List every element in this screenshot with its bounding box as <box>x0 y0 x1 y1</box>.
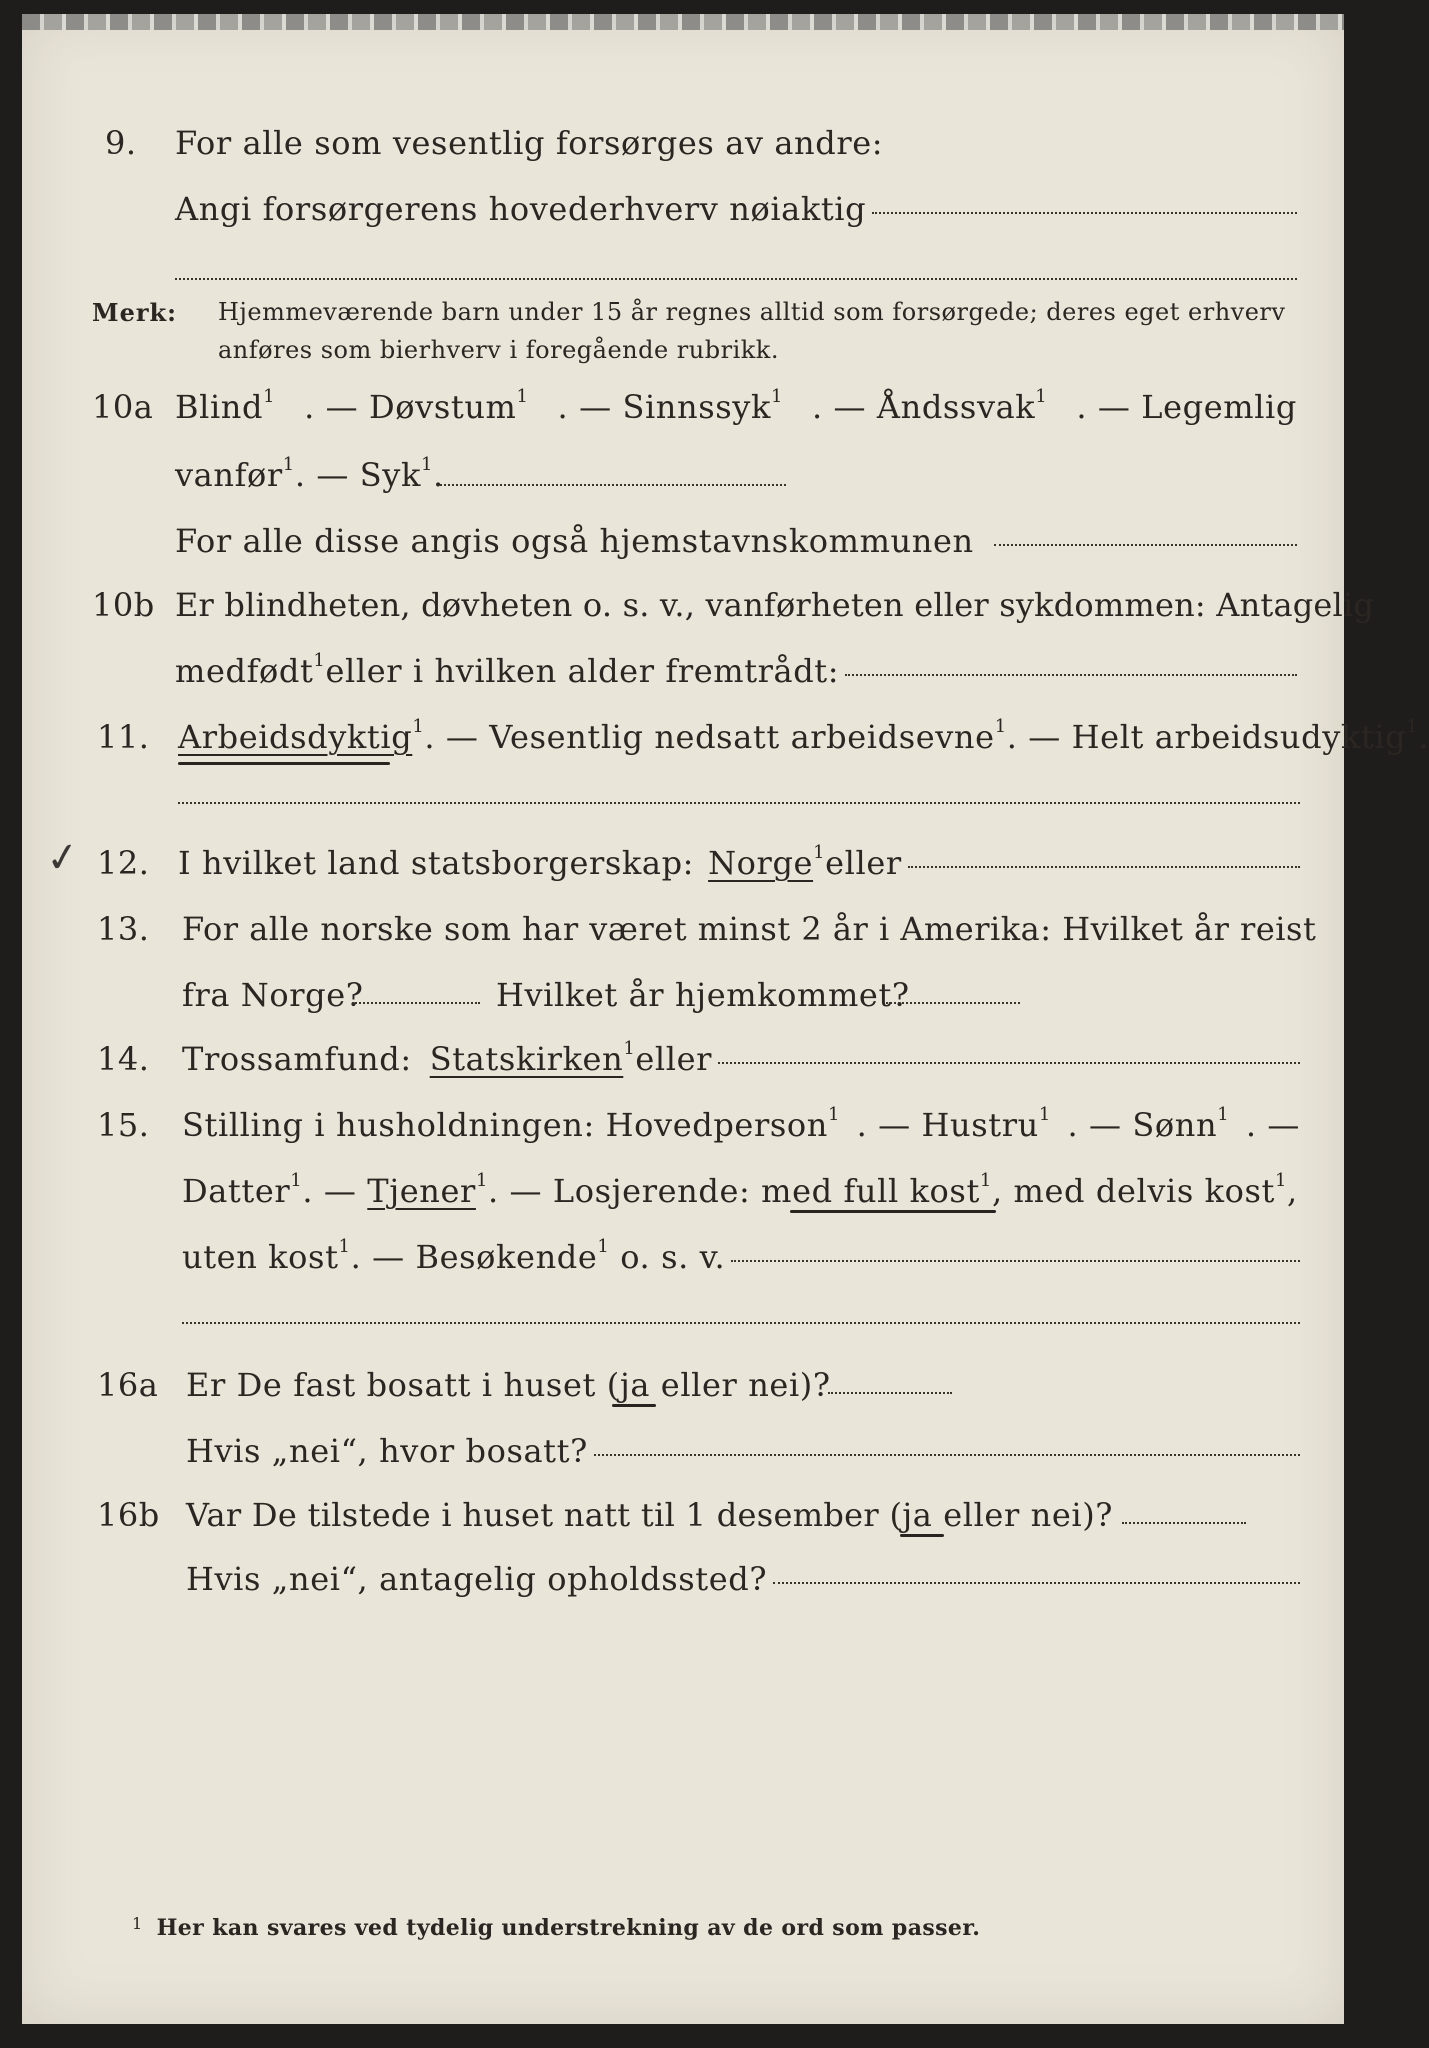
option-uten-kost[interactable]: uten kost$^1$ <box>182 1236 351 1276</box>
q16a-number: 16a <box>97 1366 159 1404</box>
footnote-marker: 1 <box>132 1914 143 1933</box>
q10b-line2: medfødt$^1$ eller i hvilken alder fremtrådt: <box>175 652 1297 690</box>
option-arbeidsdyktig[interactable]: Arbeidsdyktig$^1$ <box>178 716 425 756</box>
q15-line1: Stilling i husholdningen: Hovedperson$^1$ . — Hustru$^1$ . — Sønn$^1$ . — <box>182 1104 1300 1144</box>
q10b-age-field[interactable] <box>845 674 1297 676</box>
q14-number: 14. <box>97 1040 150 1078</box>
q12-country-field[interactable] <box>908 866 1300 868</box>
option-med-delvis-kost[interactable]: , med delvis kost$^1$, <box>991 1170 1298 1210</box>
option-legemlig[interactable]: . — Legemlig <box>1076 388 1297 426</box>
q11-number: 11. <box>97 718 150 756</box>
merk-line1: Hjemmeværende barn under 15 år regnes alltid som forsørgede; deres eget erhverv <box>218 298 1286 326</box>
q16a-line1: Er De fast bosatt i huset ( ja eller nei)? <box>186 1366 831 1404</box>
handwritten-check-mark: ✓ <box>42 832 83 884</box>
q16a-bosatt-field[interactable] <box>594 1454 1300 1456</box>
q10a-syk-field[interactable] <box>440 484 786 486</box>
q11-line1 <box>178 718 1429 756</box>
handwritten-underline-med-full-kost <box>790 1210 996 1213</box>
q10a-line1 <box>175 388 1297 426</box>
option-syk[interactable]: . — Syk$^1$. <box>294 454 444 494</box>
option-16a-ja[interactable]: ja <box>619 1366 651 1404</box>
option-statskirken[interactable]: Statskirken$^1$ <box>429 1038 636 1078</box>
q10a-number: 10a <box>92 388 154 426</box>
q15-line2: Datter$^1$ . — Tjener$^1$ . — Losjerende: med full kost$^1$ , med delvis kost$^1$, <box>182 1170 1298 1210</box>
option-sinnssyk[interactable]: . — Sinnssyk$^1$ <box>557 386 783 426</box>
option-andssvak[interactable]: . — Åndssvak$^1$ <box>811 386 1048 426</box>
q9-number: 9. <box>105 124 137 162</box>
option-sonn[interactable]: . — Sønn$^1$ <box>1067 1104 1230 1144</box>
q10a-kommune-field[interactable] <box>994 544 1297 546</box>
q16b-line2: Hvis „nei“, antagelig opholdssted? <box>186 1560 1300 1598</box>
option-dovstum[interactable]: . — Døvstum$^1$ <box>304 386 529 426</box>
handwritten-underline-16b-ja <box>900 1534 944 1537</box>
q16b-opholdssted-field[interactable] <box>773 1582 1300 1584</box>
option-med-full-kost[interactable]: med full kost$^1$ <box>761 1170 992 1210</box>
q15-stilling-field[interactable] <box>731 1260 1300 1262</box>
footnote <box>132 1915 980 1941</box>
q15-number: 15. <box>97 1106 150 1144</box>
handwritten-underline-arbeidsdyktig <box>178 762 390 765</box>
q13-reist-field[interactable] <box>352 1002 480 1004</box>
q10a-line3: For alle disse angis også hjemstavnskommunen <box>175 522 1297 560</box>
q10a-line2 <box>175 456 444 494</box>
q9-line1: For alle som vesentlig forsørges av andre: <box>175 124 884 162</box>
q16a-answer-field[interactable] <box>828 1392 952 1394</box>
option-datter[interactable]: Datter$^1$ <box>182 1170 303 1210</box>
option-hustru[interactable]: . — Hustru$^1$ <box>856 1104 1051 1144</box>
q16b-line1: Var De tilstede i huset natt til 1 desember ( ja eller nei)? <box>186 1496 1114 1534</box>
option-16b-ja[interactable]: ja <box>902 1496 933 1534</box>
q13-line1: For alle norske som har været minst 2 år i Amerika: Hvilket år reist <box>182 910 1317 948</box>
q10b-number: 10b <box>92 586 155 624</box>
q9-answer-line2[interactable] <box>175 278 1297 280</box>
q15-answer-line[interactable] <box>182 1322 1300 1324</box>
q9-answer-field[interactable] <box>872 212 1297 214</box>
option-medfodt[interactable]: medfødt$^1$ <box>175 650 326 690</box>
q10b-line1: Er blindheten, døvheten o. s. v., vanførheten eller sykdommen: Antagelig <box>175 586 1375 624</box>
footnote-text: Her kan svares ved tydelig understrekning av de ord som passer. <box>156 1915 981 1941</box>
q12-number: 12. <box>97 844 150 882</box>
q16b-number: 16b <box>97 1496 160 1534</box>
q13-line2: fra Norge? <box>182 976 364 1014</box>
q16b-answer-field[interactable] <box>1122 1522 1246 1524</box>
option-vanfor[interactable]: vanfør$^1$ <box>175 454 295 494</box>
q9-line2: Angi forsørgerens hovederhverv nøiaktig <box>175 190 1297 228</box>
scan-edge-strip <box>22 14 1344 30</box>
q14-line1: Trossamfund: Statskirken$^1$ eller <box>182 1040 1300 1078</box>
option-norge[interactable]: Norge$^1$ <box>708 842 826 882</box>
q13-line2b: Hvilket år hjemkommet? <box>496 976 910 1014</box>
handwritten-underline-16a-ja <box>612 1404 656 1407</box>
option-nedsatt-arbeidsevne[interactable]: . — Vesentlig nedsatt arbeidsevne$^1$ <box>424 716 1007 756</box>
option-arbeidsudyktig[interactable]: . — Helt arbeidsudyktig$^1$. <box>1006 716 1429 756</box>
q11-answer-line[interactable] <box>178 802 1300 804</box>
option-tjener[interactable]: Tjener$^1$ <box>367 1170 488 1210</box>
q14-trossamfund-field[interactable] <box>718 1062 1300 1064</box>
option-blind[interactable]: Blind$^1$ <box>175 386 276 426</box>
merk-label: Merk: <box>92 298 177 327</box>
merk-line2: anføres som bierhverv i foregående rubrikk. <box>218 336 779 364</box>
option-hovedperson[interactable]: Stilling i husholdningen: Hovedperson$^1$ <box>182 1104 841 1144</box>
q16a-line2: Hvis „nei“, hvor bosatt? <box>186 1432 1300 1470</box>
q13-hjemkommet-field[interactable] <box>886 1002 1020 1004</box>
q15-line3: uten kost$^1$ . — Besøkende$^1$ o. s. v. <box>182 1238 1300 1276</box>
q12-line1: I hvilket land statsborgerskap: Norge$^1$ eller <box>178 844 1300 882</box>
q13-number: 13. <box>97 910 150 948</box>
option-besokende[interactable]: . — Besøkende$^1$ <box>350 1236 610 1276</box>
